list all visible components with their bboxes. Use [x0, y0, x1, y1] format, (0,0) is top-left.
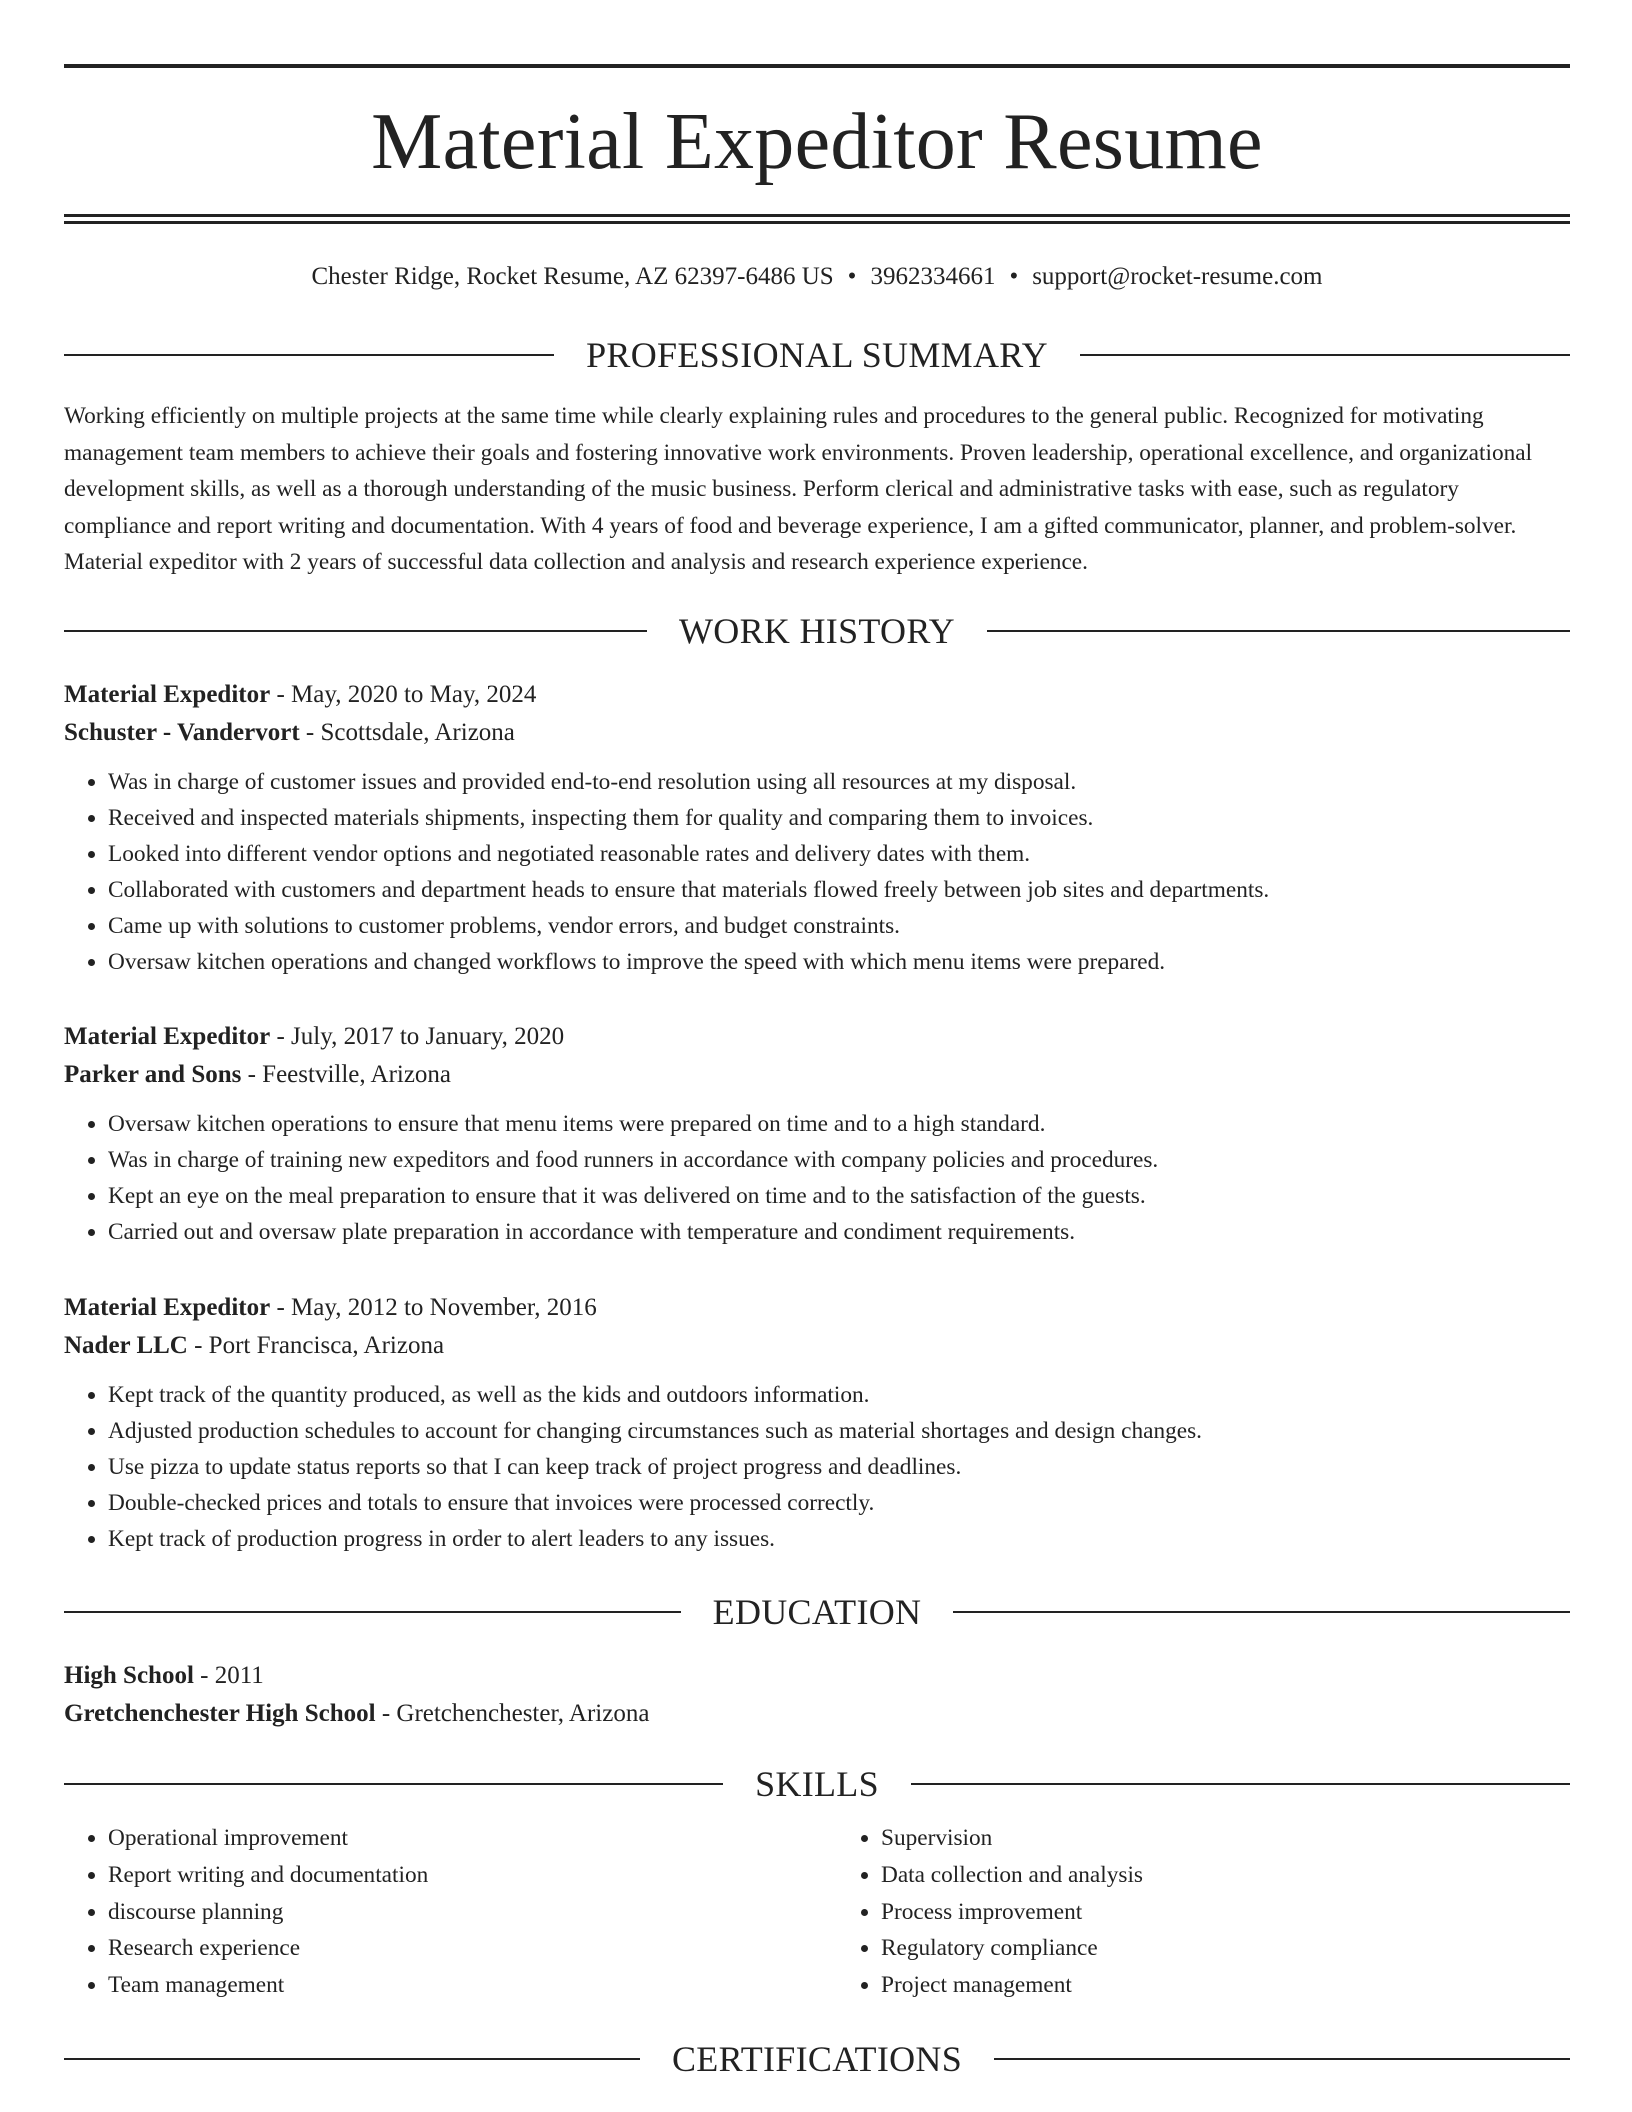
- list-item: • Collaborated with customers and department heads to ensure that materials flowed freely between job sites and departments.: [108, 872, 1570, 908]
- double-rule: [64, 214, 1570, 224]
- section-title: PROFESSIONAL SUMMARY: [586, 335, 1048, 375]
- list-item: • Kept track of production progress in order to alert leaders to any issues.: [108, 1521, 1570, 1557]
- skills-right-list: [837, 1820, 1570, 2004]
- heading-rule: [64, 2058, 640, 2060]
- job-title: Material Expeditor: [64, 1023, 271, 1050]
- job-bullets: [64, 1377, 1570, 1557]
- job-company: Schuster - Vandervort: [64, 719, 300, 746]
- job-location: - Feestville, Arizona: [241, 1061, 452, 1088]
- contact-line: [64, 260, 1570, 294]
- section-title: CERTIFICATIONS: [671, 2039, 963, 2079]
- job-bullets: [64, 764, 1570, 980]
- list-item: • discourse planning: [108, 1894, 797, 1931]
- list-item: • Adjusted production schedules to account for changing circumstances such as material shortages and design changes.: [108, 1413, 1570, 1449]
- list-item: • Oversaw kitchen operations to ensure that menu items were prepared on time and to a high standard.: [108, 1106, 1570, 1142]
- heading-rule: [64, 354, 554, 356]
- job-entry: [64, 1289, 1570, 1557]
- list-item: • Regulatory compliance: [881, 1930, 1570, 1967]
- list-item: • Report writing and documentation: [108, 1857, 797, 1894]
- contact-separator: •: [847, 263, 857, 290]
- job-company: Parker and Sons: [64, 1061, 242, 1088]
- education-degree: High School: [64, 1662, 194, 1689]
- heading-rule: [987, 630, 1570, 632]
- heading-rule: [911, 1783, 1570, 1785]
- list-item: • Double-checked prices and totals to ensure that invoices were processed correctly.: [108, 1485, 1570, 1521]
- section-summary-heading: [64, 334, 1570, 376]
- list-item: • Came up with solutions to customer problems, vendor errors, and budget constraints.: [108, 908, 1570, 944]
- job-company: Nader LLC: [64, 1332, 188, 1359]
- contact-separator: •: [1009, 263, 1019, 290]
- list-item: • Use pizza to update status reports so that I can keep track of project progress and deadlines.: [108, 1449, 1570, 1485]
- section-certifications-heading: [64, 2038, 1570, 2080]
- education-school: Gretchenchester High School: [64, 1700, 376, 1727]
- contact-address: Chester Ridge, Rocket Resume, AZ 62397-6486 US: [311, 263, 834, 290]
- list-item: • Team management: [108, 1967, 797, 2004]
- list-item: • Oversaw kitchen operations and changed workflows to improve the speed with which menu items were prepared.: [108, 944, 1570, 980]
- list-item: • Data collection and analysis: [881, 1857, 1570, 1894]
- list-item: • Kept track of the quantity produced, as well as the kids and outdoors information.: [108, 1377, 1570, 1413]
- list-item: • Looked into different vendor options and negotiated reasonable rates and delivery dates with them.: [108, 836, 1570, 872]
- list-item: • Operational improvement: [108, 1820, 797, 1857]
- job-entry: [64, 676, 1570, 980]
- section-title: WORK HISTORY: [679, 611, 955, 651]
- section-education-heading: [64, 1591, 1570, 1633]
- list-item: • Was in charge of customer issues and provided end-to-end resolution using all resources at my disposal.: [108, 764, 1570, 800]
- skills-left-list: [64, 1820, 797, 2004]
- section-skills-heading: [64, 1763, 1570, 1805]
- heading-rule: [64, 630, 647, 632]
- contact-phone: 3962334661: [870, 263, 996, 290]
- job-bullets: [64, 1106, 1570, 1250]
- job-location: - Port Francisca, Arizona: [187, 1332, 445, 1359]
- job-dates: - July, 2017 to January, 2020: [270, 1023, 565, 1050]
- summary-text: Working efficiently on multiple projects at the same time while clearly explaining rules and procedures to the general public. Recognized for motivating management team members to achieve their goals and fostering innovative work environments. Proven leadership, operational excellence, and organizational development skills, as well as a thorough understanding of the music business. Perform clerical and administrative tasks with ease, such as regulatory compliance and report writing and documentation. With 4 years of food and beverage experience, I am a gifted communicator, planner, and problem-solver. Material expeditor with 2 years of successful data collection and analysis and research experience experience.: [64, 403, 1533, 576]
- list-item: • Supervision: [881, 1820, 1570, 1857]
- heading-rule: [64, 1611, 681, 1613]
- list-item: • Carried out and oversaw plate preparation in accordance with temperature and condiment requirements.: [108, 1214, 1570, 1250]
- list-item: • Research experience: [108, 1930, 797, 1967]
- heading-rule: [64, 1783, 723, 1785]
- list-item: • Process improvement: [881, 1894, 1570, 1931]
- job-location: - Scottsdale, Arizona: [299, 719, 515, 746]
- list-item: • Received and inspected materials shipments, inspecting them for quality and comparing them to invoices.: [108, 800, 1570, 836]
- section-title: SKILLS: [755, 1764, 879, 1804]
- contact-email: support@rocket-resume.com: [1032, 263, 1323, 290]
- job-title: Material Expeditor: [64, 681, 271, 708]
- top-rule: [64, 64, 1570, 68]
- education-year: - 2011: [193, 1662, 264, 1689]
- list-item: • Project management: [881, 1967, 1570, 2004]
- section-title: EDUCATION: [712, 1592, 922, 1632]
- list-item: • Was in charge of training new expeditors and food runners in accordance with company policies and procedures.: [108, 1142, 1570, 1178]
- job-title: Material Expeditor: [64, 1294, 271, 1321]
- job-entry: [64, 1018, 1570, 1250]
- heading-rule: [1080, 354, 1570, 356]
- resume-title: Material Expeditor Resume: [371, 98, 1263, 186]
- education-location: - Gretchenchester, Arizona: [375, 1700, 650, 1727]
- job-dates: - May, 2020 to May, 2024: [270, 681, 537, 708]
- heading-rule: [953, 1611, 1570, 1613]
- skills-columns: [64, 1820, 1570, 2004]
- education-entry: [64, 1657, 1570, 1733]
- heading-rule: [994, 2058, 1570, 2060]
- resume-page: [64, 64, 1570, 2079]
- list-item: • Kept an eye on the meal preparation to ensure that it was delivered on time and to the satisfaction of the guests.: [108, 1178, 1570, 1214]
- section-work-heading: [64, 610, 1570, 652]
- job-dates: - May, 2012 to November, 2016: [270, 1294, 597, 1321]
